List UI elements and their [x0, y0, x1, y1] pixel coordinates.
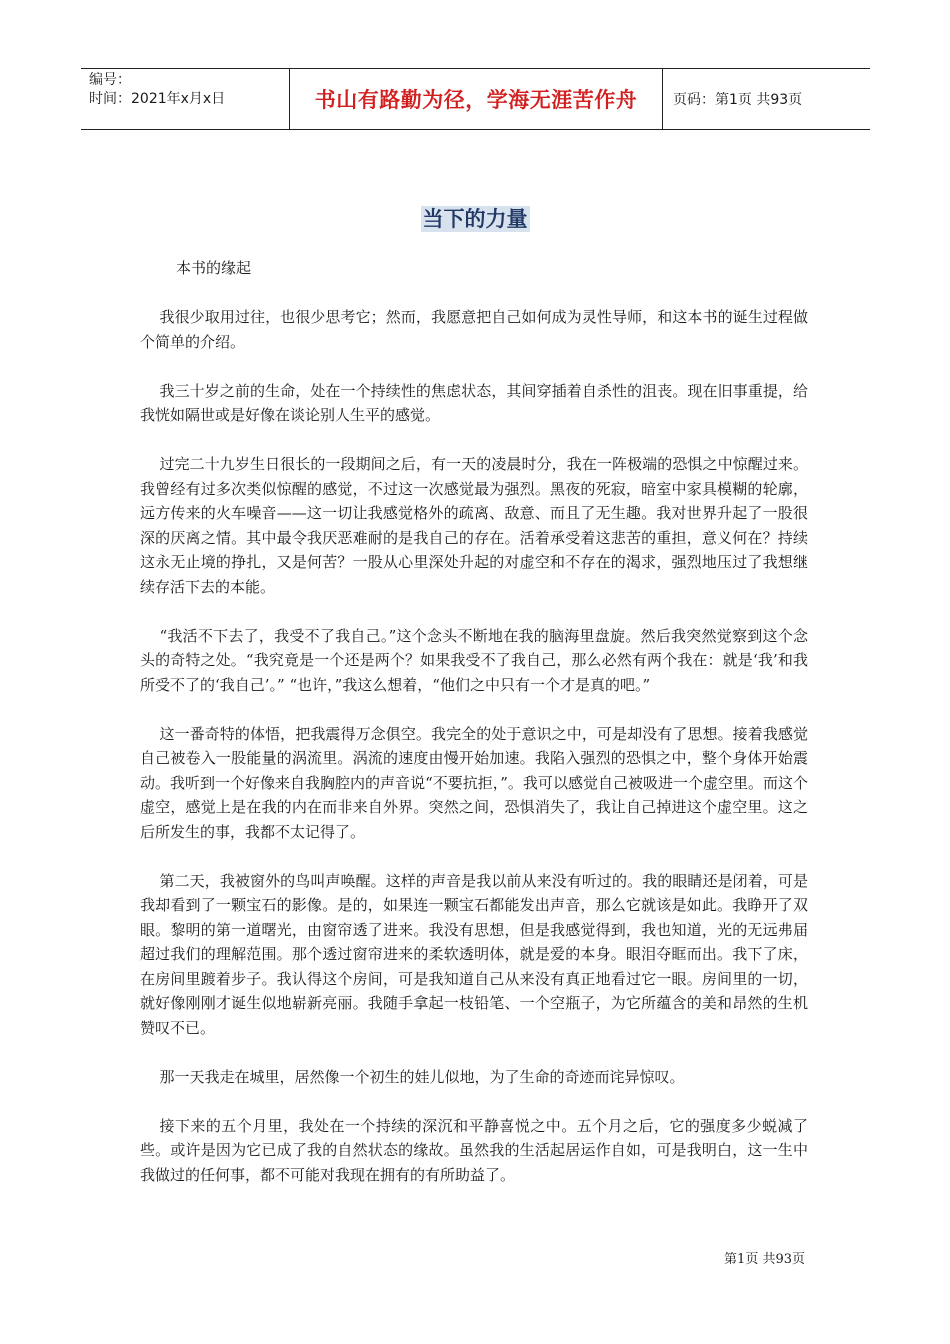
document-title: 当下的力量 — [422, 207, 528, 231]
page-header — [81, 68, 870, 130]
section-heading: 本书的缘起 — [176, 259, 252, 277]
page-footer: 第1页 共93页 — [724, 1252, 805, 1267]
time-label: 时间：2021年x月x日 — [89, 91, 226, 107]
paragraph: “我活不下去了，我受不了我自己。”这个念头不断地在我的脑海里盘旋。然后我突然觉察到这个念头的奇特之处。“我究竟是一个还是两个？如果我受不了我自己，那么必然有两个我在：就是‘我’和我所受不了的‘我自己’。” “也许，”我这么想着，“他们之中只有一个才是真的吧。” — [140, 626, 808, 694]
number-label: 编号： — [89, 72, 131, 88]
paragraph: 那一天我走在城里，居然像一个初生的娃儿似地，为了生命的奇迹而诧异惊叹。 — [159, 1067, 685, 1086]
document-title-wrap — [0, 203, 950, 233]
header-meta — [81, 69, 289, 129]
paragraph: 第二天，我被窗外的鸟叫声唤醒。这样的声音是我以前从来没有听过的。我的眼睛还是闭着，可是我却看到了一颗宝石的影像。是的，如果连一颗宝石都能发出声音，那么它就该是如此。我睁开了双眼。黎明的第一道曙光，由窗帘透了进来。我没有思想，但是我感觉得到，我也知道，光的无远弗届超过我们的理解范围。那个透过窗帘进来的柔软透明体，就是爱的本身。眼泪夺眶而出。我下了床，在房间里踱着步子。我认得这个房间，可是我知道自己从来没有真正地看过它一眼。房间里的一切，就好像刚刚才诞生似地崭新亮丽。我随手拿起一枝铅笔、一个空瓶子，为它所蕴含的美和昂然的生机赞叹不已。 — [140, 871, 808, 1037]
paragraph: 我三十岁之前的生命，处在一个持续性的焦虑状态，其间穿插着自杀性的沮丧。现在旧事重提，给我恍如隔世或是好像在谈论别人生平的感觉。 — [140, 381, 808, 424]
document-body — [140, 256, 808, 1212]
motto: 书山有路勤为径，学海无涯苦作舟 — [289, 69, 663, 129]
paragraph: 这一番奇特的体悟，把我震得万念俱空。我完全的处于意识之中，可是却没有了思想。接着我感觉自己被卷入一股能量的涡流里。涡流的速度由慢开始加速。我陷入强烈的恐惧之中，整个身体开始震动。我听到一个好像来自我胸腔内的声音说“不要抗拒，”。我可以感觉自己被吸进一个虚空里。而这个虚空，感觉上是在我的内在而非来自外界。突然之间，恐惧消失了，我让自己掉进这个虚空里。这之后所发生的事，我都不太记得了。 — [140, 724, 808, 841]
page-number-label: 页码：第1页 共93页 — [673, 92, 803, 108]
paragraph: 过完二十九岁生日很长的一段期间之后，有一天的凌晨时分，我在一阵极端的恐惧之中惊醒过来。我曾经有过多次类似惊醒的感觉，不过这一次感觉最为强烈。黑夜的死寂，暗室中家具模糊的轮廓，远方传来的火车噪音——这一切让我感觉格外的疏离、敌意、而且了无生趣。我对世界升起了一股很深的厌离之情。其中最令我厌恶难耐的是我自己的存在。活着承受着这悲苦的重担，意义何在？持续这永无止境的挣扎，又是何苦？一股从心里深处升起的对虚空和不存在的渴求，强烈地压过了我想继续存活下去的本能。 — [140, 455, 808, 596]
paragraph: 我很少取用过往，也很少思考它；然而，我愿意把自己如何成为灵性导师，和这本书的诞生过程做个简单的介绍。 — [140, 308, 808, 351]
paragraph: 接下来的五个月里，我处在一个持续的深沉和平静喜悦之中。五个月之后，它的强度多少蜕减了些。或许是因为它已成了我的自然状态的缘故。虽然我的生活起居运作自如，可是我明白，这一生中我做过的任何事，都不可能对我现在拥有的有所助益了。 — [140, 1116, 808, 1184]
